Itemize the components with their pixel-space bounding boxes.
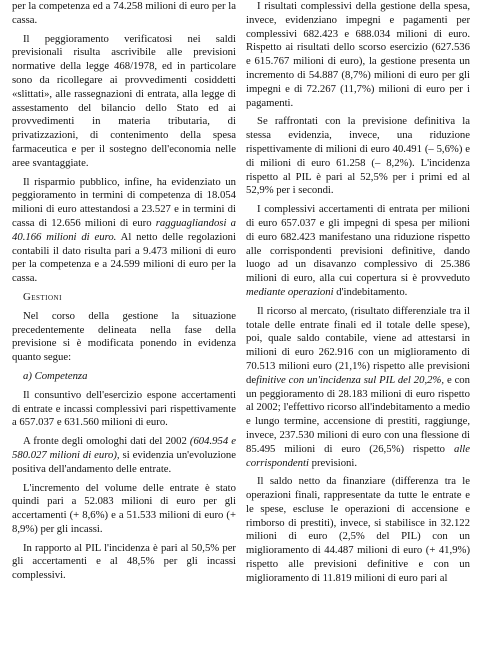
paragraph: Nel corso della gestione la situazione precedentemente delineata nella fase della previsione si è modificata ponendo in evidenza quanto segue: bbox=[12, 309, 236, 364]
italic-text-run: alle corrispondenti bbox=[246, 442, 470, 469]
text-run: I complessivi accertamenti di entrata per milioni di euro 657.037 e gli impegni di spesa per milioni di euro 682.423 manifestano una riduzione rispetto alle corrispondenti previsioni definitive, dando luogo ad un disavanzo complessivo di 25.386 milioni di euro, alla cui copertura si è provveduto bbox=[246, 203, 470, 285]
right-column bbox=[246, 0, 470, 668]
paragraph: Il peggioramento verificatosi nei saldi previsionali risulta ascrivibile alle previsioni normative della legge 468/1978, ed in particolare sono da ricollegare ai provvedimenti cosiddetti «slittati», alle rassegnazioni di entrata, alla legge di assestamento del bilancio dello Stato ed ai provvedimenti in materia tributaria, di privatizzazioni, di contenimento della spesa farmaceutica e per il sostegno dell'economia nelle aree svantaggiate. bbox=[12, 32, 236, 169]
italic-text-run: mediante operazioni bbox=[246, 285, 334, 298]
paragraph: In rapporto al PIL l'incidenza è pari al 50,5% per gli accertamenti e al 48,5% per gli incassi complessivi. bbox=[12, 541, 236, 582]
left-column bbox=[12, 0, 236, 668]
italic-text-run: finitive con un'incidenza sul PIL del 20,2%, bbox=[256, 373, 445, 386]
text-run: Il risparmio pubblico, infine, ha evidenziato un peggioramento in termini di competenza di 18.054 milioni di euro attestandosi a 23.527 e in termini di cassa di 12.656 milioni di euro bbox=[12, 175, 236, 229]
paragraph: I risultati complessivi della gestione della spesa, invece, evidenziano impegni e pagamenti per complessivi 682.423 e 688.034 milioni di euro. Rispetto ai risultati dello scorso esercizio (627.536 e 615.767 milioni di euro), la gestione presenta un incremento di 54.887 (8,7%) milioni di euro per gli impegni e di 72.267 (11,7%) milioni di euro per i pagamenti. bbox=[246, 0, 470, 109]
text-run: previsioni. bbox=[308, 456, 358, 469]
paragraph: Il consuntivo dell'esercizio espone accertamenti di entrate e incassi complessivi pari rispettivamente a 657.037 e 631.560 milioni di euro. bbox=[12, 388, 236, 429]
italic-text-run: ragguagliandosi a 40.166 milioni di euro. bbox=[12, 216, 236, 243]
paragraph bbox=[12, 176, 236, 286]
text-run: Al netto delle regolazioni contabili il dato risulta pari a 9.473 milioni di euro per la competenza e a 24.599 milioni di euro per la cassa. bbox=[12, 230, 236, 285]
text-run: A fronte degli omologhi dati del 2002 bbox=[23, 435, 190, 448]
paragraph: L'incremento del volume delle entrate è stato quindi pari a 52.083 milioni di euro per gli accertamenti (+ 8,6%) e a 51.533 milioni di euro (+ 8,9%) per gli incassi. bbox=[12, 481, 236, 535]
paragraph: per la competenza ed a 74.258 milioni di euro per la cassa. bbox=[12, 0, 236, 26]
paragraph bbox=[246, 203, 470, 300]
text-run: Il ricorso al mercato, (risultato differenziale tra il totale delle entrate finali ed il totale delle spese), poi, quale saldo contabile, viene ad attestarsi in milioni di euro 262.916 con un miglioramento di 70.513 milioni euro (21,1%) rispetto alle previsioni de bbox=[246, 304, 470, 386]
text-run: si evidenzia un'evoluzione positiva dell'andamento delle entrate. bbox=[12, 448, 236, 475]
section-heading: Gestioni bbox=[23, 290, 62, 303]
paragraph bbox=[12, 435, 236, 476]
paragraph: Il saldo netto da finanziare (differenza tra le operazioni finali, rappresentate da tutte le entrate e le spese, escluse le operazioni di accensione e rimborso di prestiti), invece, si stabilisce in 32.122 milioni di euro (2,5% del PIL) con un miglioramento di 44.487 milioni di euro (+ 41,9%) rispetto alle previsioni definitive e con un miglioramento di 11.819 milioni di euro pari al bbox=[246, 475, 470, 584]
text-run: e con un peggioramento di 28.183 milioni di euro rispetto al 2002; l'effettivo ricorso all'indebitamento a medio e lungo termine, accensione di prestiti, raggiunge, invece, 237.530 milioni di euro con una flessione di 85.495 milioni di euro (26,5%) rispetto bbox=[246, 373, 470, 455]
paragraph bbox=[246, 305, 470, 471]
paragraph: Se raffrontati con la previsione definitiva la stessa evidenzia, invece, una riduzione rispettivamente di milioni di euro 40.491 (– 5,6%) e di milioni di euro 61.258 (– 8,2%). L'incidenza rispetto al PIL è pari al 52,5% per i primi ed al 52,9% per i secondi. bbox=[246, 115, 470, 197]
italic-text-run: (604.954 e 580.027 milioni di euro), bbox=[12, 435, 236, 461]
subsection-heading: a) Competenza bbox=[23, 369, 88, 382]
text-run: d'indebitamento. bbox=[333, 285, 408, 298]
